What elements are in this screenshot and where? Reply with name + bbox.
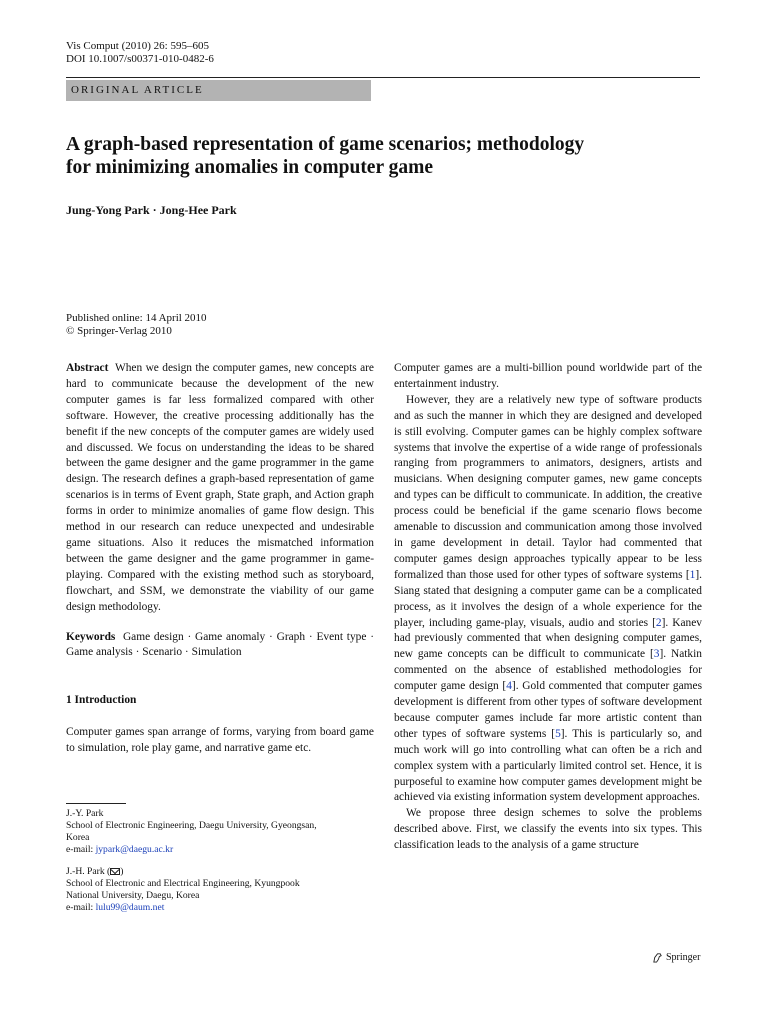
abstract [66,361,374,616]
author2-affiliation-2: National University, Daegu, Korea [66,890,200,901]
citation-3-link[interactable]: 3 [653,648,660,661]
journal-meta [66,40,214,66]
footnote-rule [66,803,126,804]
journal-line: Vis Comput (2010) 26: 595–605 [66,40,209,52]
envelope-icon [110,868,120,875]
title-line-1: A graph-based representation of game scenarios; methodology [66,134,585,155]
published-date: Published online: 14 April 2010 [66,312,207,324]
author1-name: J.-Y. Park [66,808,104,819]
para2-part-a: However, they are a relatively new type of software products and as such the manner in which they are designed and developed is still evolving. Computer games can be highly complex software systems that involve the expertise of a wide range of professionals ranging from programmers to animators, designers, artists and musicians. When designing computer games, new game concepts and types can be difficult to communicate. In addition, the creative process could be beneficial if the game scenario flows become amenable to discussion and communication among those involved in game development in detail. Taylor had commented that computer games design approaches typically appear to be less formalized than those used for other types of software systems [ [394,393,702,581]
keywords [66,630,374,662]
author2-email-link[interactable]: lulu99@daum.net [95,902,165,913]
body-paragraph-2 [394,393,702,807]
header-rule [66,77,700,78]
para2-part-f: ]. This is particularly so, and much work will go into controlling what can often be a rich and complex system with a particularly limited control set. Hence, it is purposeful to examine how computer games development might be achieved via existing information system development approaches. [394,727,702,804]
publisher-logo [652,952,700,963]
right-column [394,361,702,854]
keywords-text: Game design · Game anomaly · Graph · Event type · Game analysis · Scenario · Simulation [66,630,374,659]
citation-4-link[interactable]: 4 [506,680,512,693]
title-line-2: for minimizing anomalies in computer game [66,157,434,178]
citation-1-link[interactable]: 1 [689,568,696,581]
copyright: © Springer-Verlag 2010 [66,325,172,337]
article-type-banner: ORIGINAL ARTICLE [66,80,371,101]
keywords-label: Keywords [66,630,116,643]
citation-5-link[interactable]: 5 [555,727,561,740]
section-heading: 1 Introduction [66,694,137,707]
author1-country: Korea [66,832,90,843]
author-list: Jung-Yong Park · Jong-Hee Park [66,203,237,217]
citation-2-link[interactable]: 2 [655,616,662,629]
author2-name: J.-H. Park ( [66,866,111,877]
para2-part-e: ]. Gold commented that computer games development is different from other types of software development because computer games include far more artistic content than other types of software systems [ [394,680,702,740]
author-footnotes [66,808,374,914]
springer-horse-icon [652,952,663,963]
left-column [66,361,374,757]
para2-part-c: ]. Kanev had previously commented that when designing computer games, new game concepts can be difficult to communicate [ [394,616,703,661]
doi-line: DOI 10.1007/s00371-010-0482-6 [66,53,214,65]
author1-affiliation: School of Electronic Engineering, Daegu University, Gyeongsan, [66,820,317,831]
paper-title [66,133,686,179]
abstract-label: Abstract [66,362,109,374]
body-paragraph-1: Computer games are a multi-billion pound worldwide part of the entertainment industry. [394,362,702,390]
para2-part-d: ]. Natkin commented on the absence of established methodologies for computer game design [ [394,648,702,693]
author2-name-end: ) [120,866,124,877]
author1-email-row [66,844,374,856]
publication-info [66,312,207,338]
email-label: e-mail: [66,844,94,855]
publisher-name: Springer [666,952,701,963]
author2-email-row [66,902,374,914]
author1-email-link[interactable]: jypark@daegu.ac.kr [95,844,174,855]
para2-part-b: ]. Siang stated that designing a computer game can be a complicated process, as it involves the design of a whole experience for the player, including game-play, visuals, audio and stories [ [394,568,702,629]
author2-name-row [66,866,374,878]
intro-paragraph: Computer games span arrange of forms, varying from board game to simulation, role play game, and narrative game etc. [66,726,374,755]
author2-affiliation: School of Electronic and Electrical Engineering, Kyungpook [66,878,300,889]
body-paragraph-3: We propose three design schemes to solve the problems described above. First, we classify the events into six types. This classification leads to the analysis of a game structure [394,807,702,852]
email-label: e-mail: [66,902,94,913]
abstract-text: When we design the computer games, new concepts are hard to communicate because the development of the new computer games is far less formalized compared with other software. However, the creative processing additionally has the benefit if the new concepts of the computer games are widely used and discussed. We focus on understanding the ideas to be shared between the game designer and the game programmer in the game design. The research defines a graph-based representation of game scenarios is in terms of Event graph, State graph, and Action graph forms in order to minimize anomalies of game flow design. This method in our research can reduce unexpected and undesirable game situations. Also it reduces the mismatched information between the game designer and the game programmer in game-playing. Compared with the existing method such as storyboard, flowchart, and SSM, we demonstrate the viability of our game design methodology. [66,362,374,613]
